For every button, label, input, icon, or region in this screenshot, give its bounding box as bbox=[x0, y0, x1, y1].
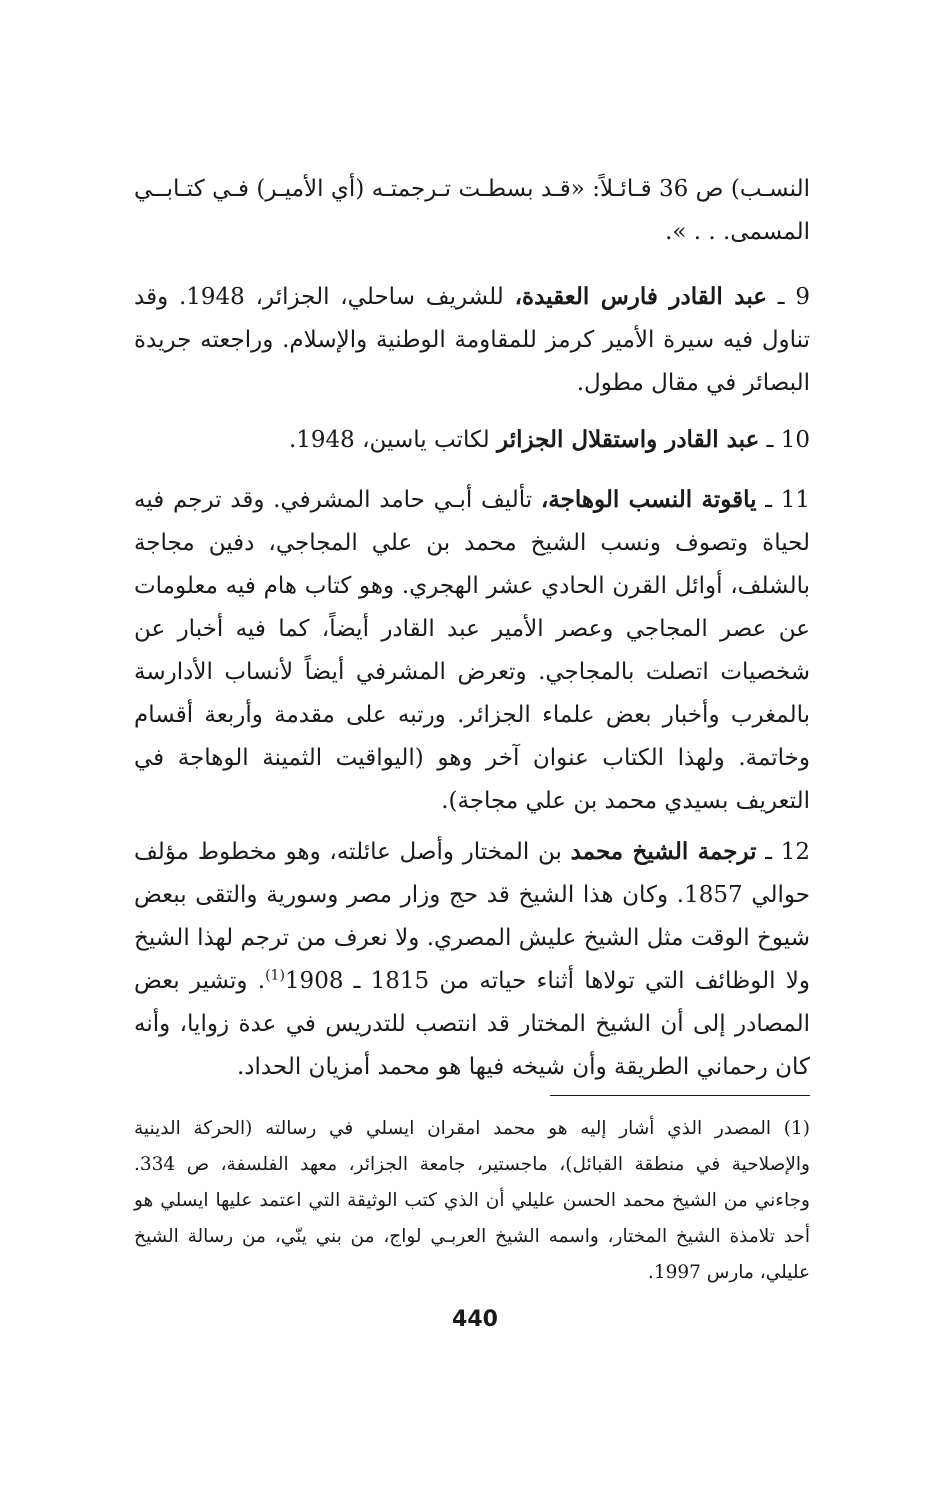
item-number: 9 ـ bbox=[767, 284, 810, 310]
paragraph-quote-continuation bbox=[134, 168, 810, 254]
paragraph-text bbox=[134, 418, 810, 462]
item-body: تأليف أبـي حامد المشرفي. وقد ترجم فيه لحياة وتصوف ونسب الشيخ محمد بن علي المجاجي، دفين مجاجة بالشلف، أوائل القرن الحادي عشر الهجري. وهو كتاب هام فيه معلومات عن عصر المجاجي وعصر الأمير عبد القادر أيضاً، كما فيه أخبار عن شخصيات اتصلت بالمجاجي. وتعرض المشرفي أيضاً لأنساب الأدارسة بالمغرب وأخبار بعض علماء الجزائر. ورتبه على مقدمة وأربعة أقسام وخاتمة. ولهذا الكتاب عنوان آخر وهو (اليواقيت الثمينة الوهاجة في التعريف بسيدي محمد بن علي مجاجة). bbox=[134, 487, 810, 814]
paragraph-item-11 bbox=[134, 478, 810, 823]
item-body: بن المختار وأصل عائلته، وهو مخطوط مؤلف حوالي 1857. وكان هذا الشيخ قد حج وزار مصر وسورية والتقى ببعض شيوخ الوقت مثل الشيخ عليش المصري. ولا نعرف من ترجم لهذا الشيخ ولا الوظائف التي تولاها أثناء حياته من 1815 ـ 1908 bbox=[134, 839, 811, 994]
page-number: 440 bbox=[452, 1307, 498, 1332]
item-title: عبد القادر فارس العقيدة، bbox=[514, 283, 768, 310]
item-title: ترجمة الشيخ محمد bbox=[570, 838, 757, 865]
paragraph-item-12 bbox=[134, 830, 810, 1089]
footnote-text: (1) المصدر الذي أشار إليه هو محمد امقران ايسلي في رسالته (الحركة الدينية والإصلاحية في منطقة القبائل)، ماجستير، جامعة الجزائر، معهد الفلسفة، ص 334. وجاءني من الشيخ محمد الحسن عليلي أن الذي كتب الوثيقة التي اعتمد عليها ايسلي هو أحد تلامذة الشيخ المختار، واسمه الشيخ العربـي لواج، من بني ينّي، من رسالة الشيخ عليلي، مارس 1997. bbox=[134, 1118, 810, 1283]
item-body: لكاتب ياسين، 1948. bbox=[288, 427, 497, 453]
footnote-divider bbox=[550, 1095, 810, 1096]
item-title: ياقوتة النسب الوهاجة، bbox=[540, 486, 757, 513]
footnote bbox=[134, 1111, 810, 1291]
item-body-continued: . وتشير بعض المصادر إلى أن الشيخ المختار قد انتصب للتدريس في عدة زوايا، وأنه كان رحماني الطريقة وأن شيخه فيها هو محمد أمزيان الحداد. bbox=[134, 968, 810, 1080]
item-number: 11 ـ bbox=[756, 487, 810, 513]
footnote-reference: (1) bbox=[265, 967, 285, 984]
item-number: 10 ـ bbox=[759, 427, 810, 453]
paragraph-text bbox=[134, 830, 810, 1089]
paragraph-text bbox=[134, 275, 810, 405]
paragraph-text: النسـب) ص 36 قـائـلاً: «قـد بسطـت تـرجمتـه (أي الأميـر) فـي كتـابــي المسمى. . . ». bbox=[134, 176, 810, 245]
item-body: للشريف ساحلي، الجزائر، 1948. وقد تناول فيه سيرة الأمير كرمز للمقاومة الوطنية والإسلام. وراجعته جريدة البصائر في مقال مطول. bbox=[134, 284, 810, 396]
item-title: عبد القادر واستقلال الجزائر bbox=[497, 426, 760, 453]
paragraph-item-9 bbox=[134, 275, 810, 405]
paragraph-item-10 bbox=[134, 418, 810, 462]
paragraph-text bbox=[134, 478, 810, 823]
item-number: 12 ـ bbox=[756, 839, 810, 865]
